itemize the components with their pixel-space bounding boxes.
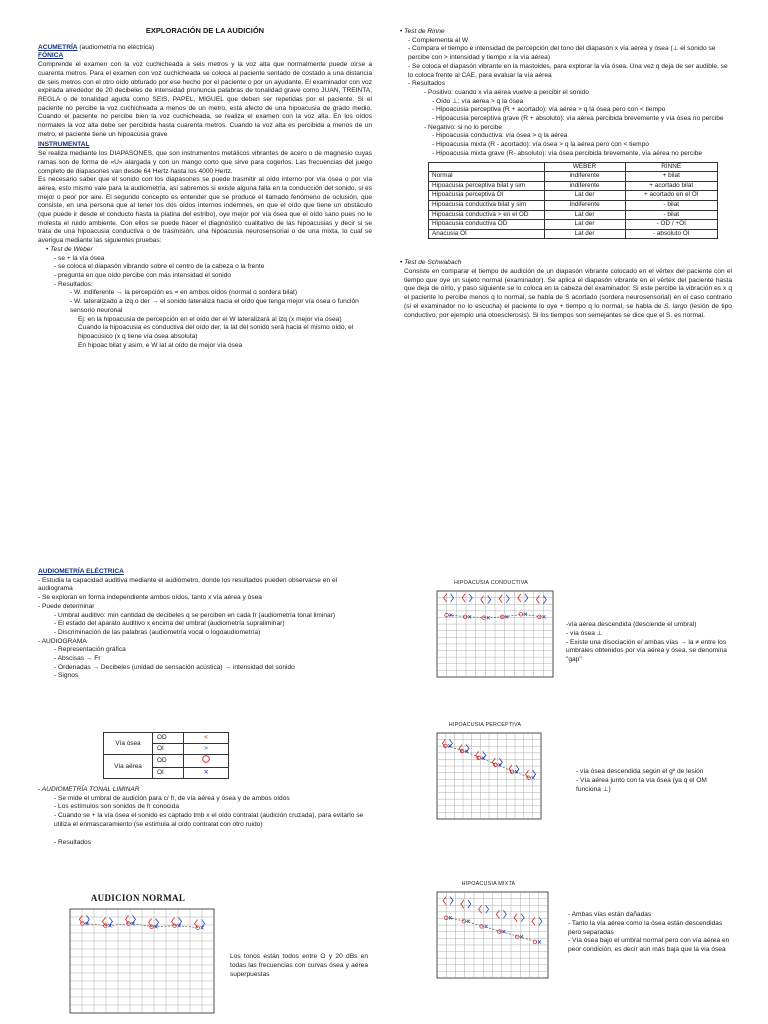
table-header	[429, 162, 545, 172]
weber-rinne-table	[428, 162, 718, 240]
list-item: - Se mide el umbral de audición para c/ fr, de vía aérea y ósea y de ambos oídos	[54, 794, 290, 802]
table-cell: + bilat	[625, 172, 718, 182]
table-cell: + acortado en el OI	[625, 191, 718, 201]
audiogram-perceptiva	[425, 723, 545, 829]
list-item: - Puede determinar	[38, 602, 95, 610]
list-item: - W. indiferente → la percepción es = en ambos oídos (normal o sordera bilat)	[70, 289, 298, 297]
table-cell: Hipoacusia perceptiva OI	[429, 191, 545, 201]
list-item: - AUDIOGRAMA	[38, 637, 87, 645]
signs-via-aerea: Vía aérea	[104, 755, 153, 779]
table-cell: Lat der	[544, 191, 625, 201]
table-row	[429, 210, 718, 220]
list-item: - Abscisas → Fr	[54, 655, 101, 663]
list-item: - Resultados	[408, 80, 446, 88]
list-item: - Cuando se + la vía ósea el sonido es captado tmb x el oído contralat (audición cruzada), para evitarlo se utiliza el enmascaramiento (se estimula al oído contralat con otro ruido)	[54, 812, 364, 828]
list-item: - Hipoacusia mixta grave (R- absoluto): vía ósea percibida brevemente, vía aérea no percibe	[432, 149, 703, 157]
list-item: - Resultados:	[54, 280, 93, 288]
weber-label: Test de Weber	[50, 245, 93, 253]
audiogram-mixta	[425, 882, 552, 988]
table-header: WEBER	[544, 162, 625, 172]
table-cell: Hipoacusia conductiva bilat y sim	[429, 200, 545, 210]
schwabach-label-line: • Test de Schwabach	[400, 259, 462, 267]
list-item: - se + la vía ósea	[54, 254, 105, 262]
signs-table	[103, 732, 229, 779]
aud-elec-list	[38, 577, 372, 681]
audiogram-mixta-title: HIPOACUSIA MIXTA	[461, 881, 516, 887]
list-item: - W. lateralizado a izq o der → el sonido lateraliza hacia el oído que tenga mejor vía ósea o función sensorio neuronal	[70, 298, 359, 314]
list-item: - Estudia la capacidad auditiva mediante el audiómetro, donde los resultados pueden observarse en el audiograma	[38, 576, 338, 593]
acumetria-heading-line	[38, 44, 372, 53]
table-row	[429, 191, 718, 201]
list-item: - Positivo: cuando x vía aérea vuelve a percibir el sonido	[424, 88, 589, 96]
right-column	[400, 28, 732, 320]
aud-elec-heading: AUDIOMETRÍA ELÉCTRICA	[38, 568, 124, 575]
list-item: - Negativo: si no lo percibe	[424, 123, 503, 131]
audiogram-normal	[58, 893, 218, 1023]
tonal-liminar-section	[38, 786, 372, 847]
conductiva-note: -vía aérea descendida (desciende el umbral) - vía ósea ⊥ - Existe una disociación e/ ambas vías → la ≠ entre los umbrales obtenidos por vía aérea y ósea, se denomina "gap"	[566, 621, 727, 664]
table-row	[429, 220, 718, 230]
audiogram-conductiva-title: HIPOACUSIA CONDUCTIVA	[454, 580, 528, 586]
list-item: - Signos	[54, 672, 79, 680]
list-item: - se coloca el diapasón vibrando sobre el centro de la cabeza o la frente	[54, 263, 265, 271]
list-item: - Se coloca el diapasón vibrante en la mastoides, para explorar la vía ósea. Una vez q deja de ser audible, se lo coloca frente al CAE, para evaluar la vía aérea	[408, 62, 728, 79]
mixta-note: - Ambas vías están dañadas - Tanto la vía aérea como la ósea están descendidas pero separadas - Vía ósea bajo el umbral normal pero con vía aérea en peor condición, es decir aún más baja que la vía ósea	[568, 911, 730, 954]
list-item: - Umbral auditivo: mín cantidad de decibeles q se perciben en cada fr (audiometría tonal liminar)	[54, 611, 336, 619]
audiogram-perceptiva-title: HIPOACUSIA PERCEPTIVA	[448, 722, 522, 728]
signs-oi: OI	[153, 744, 184, 755]
list-item: - Compara el tiempo e intensidad de percepción del tono del diapasón x vía aérea y ósea (⊥ el sonido se percibe con > intensidad y tiempo x la vía aérea)	[408, 45, 716, 62]
table-cell: Normal	[429, 172, 545, 182]
rinne-results-list	[400, 89, 732, 159]
acumetria-heading: ACUMETRÍA	[38, 43, 78, 51]
signs-od: OD	[153, 733, 184, 744]
list-item: Ej: en la hipoacusia de percepción en el oído der el W lateralizará al izq (x mejor vía ósea)	[78, 315, 342, 323]
schwabach-paragraph: Consiste en comparar el tiempo de audición de un diapasón vibrante colocado en el vértex del paciente con el tiempo que oye un sujeto normal (examinador). Se aplica el diapasón vibrante en el vértex del paciente hasta que deja de oírlo, y paso siguiente se lo coloca en la cabeza del examinador. Si este percibe la vibración es x q el paciente lo percibe menos q lo normal, se habla de S acortado (sordera neurosensorial) en el caso contrario (si el examinador no lo escucha) el paciente lo oye + tiempo q lo normal, se habla de S. largo (lesión de tipo conductivo, por ejemplo una otoesclerosis). Si los tiempos son semejantes se dice que el S. es normal.	[404, 268, 732, 319]
bracket-left-red-icon: <	[184, 733, 229, 744]
tonal-heading: - AUDIOMETRÍA TONAL LIMINAR	[38, 786, 140, 793]
acumetria-subtitle: (audiometría no eléctrica)	[77, 43, 155, 51]
normal-note: Los tonos están todos entre O y 20 dBs en todas las frecuencias con curvas ósea y aérea superpuestas	[230, 953, 368, 978]
cross-blue-icon: ✕	[184, 768, 229, 779]
rinne-label-item: • Test de Rinne	[400, 28, 445, 35]
list-item: En hipoac bilat y asim, e W lat al oído de mejor vía ósea	[78, 341, 243, 349]
list-item: - Hipoacusia perceptiva grave (R + absoluto): vía aérea percibida brevemente y vía ósea no percibe	[432, 115, 724, 123]
table-cell: indiferente	[544, 172, 625, 182]
list-item: - pregunta en que oído percibe con más intensidad el sonido	[54, 271, 232, 279]
table-cell: Indiferente	[544, 200, 625, 210]
table-cell: indiferente	[544, 181, 625, 191]
table-header-row	[429, 162, 718, 172]
table-cell: - bilat	[625, 210, 718, 220]
audiogram-normal-title: AUDICION NORMAL	[90, 893, 186, 903]
list-item: - Resultados	[54, 838, 92, 846]
page-title: EXPLORACIÓN DE LA AUDICIÓN	[145, 26, 265, 35]
rinne-list	[400, 28, 732, 89]
table-row	[429, 229, 718, 239]
audiometria-electrica-section	[38, 568, 372, 681]
list-item: - Hipoacusia conductiva: vía ósea > q la aérea	[432, 132, 568, 140]
table-row	[429, 200, 718, 210]
list-item: - Hipoacusia mixta (R - acortado): vía ósea > q la aérea pero con < tiempo	[432, 141, 649, 149]
weber-label-item: • Test de Weber	[46, 245, 93, 253]
circle-red-icon	[184, 755, 229, 768]
list-item: - Representación gráfica	[54, 646, 126, 654]
list-item: Cuando la hipoacusia es conductiva del oído der, la lat del sonido será hacia el mismo oído, el hipoacúsico (x q tiene vía ósea absoluta)	[78, 324, 354, 340]
table-row	[429, 181, 718, 191]
list-item: - Complementa al W	[408, 36, 469, 44]
weber-list	[38, 246, 372, 350]
instrumental-heading: INSTRUMENTAL	[38, 141, 90, 149]
table-cell: Lat der	[544, 229, 625, 239]
audiogram-conductiva-chart	[425, 587, 557, 687]
audiogram-mixta-chart	[425, 888, 552, 988]
table-cell: Hipoacusia perceptiva bilat y sim	[429, 181, 545, 191]
signs-od: OD	[153, 755, 184, 768]
audiogram-normal-chart	[58, 905, 218, 1023]
table-cell: Lat der	[544, 220, 625, 230]
tonal-list	[38, 795, 372, 848]
table-cell: Lat der	[544, 210, 625, 220]
table-body	[429, 172, 718, 239]
perceptiva-note: - vía ósea descendida según el gº de lesión - Vía aérea junto con la vía ósea (ya q el OM funciona ⊥)	[576, 768, 707, 793]
list-item: - Oído ⊥: vía aérea > q la ósea	[432, 97, 524, 105]
signs-oi: OI	[153, 768, 184, 779]
instrumental-paragraph-2: Es necesario saber que el sonido con los diapasones se puede trasmitir al oído interno por vía ósea o por vía aérea, esto mismo vale para la audiometría, así sabremos si existe alguna falla en la conducción del sonido, si es mejor o peor por aire. El segundo concepto es entender que se produce el llamado fenómeno de oclusión, que consiste, en una persona que al tener los dos oídos internos indemnes, en que el oído que tiene un obstáculo (que puede ir desde el conducto hasta la platina del estribo), oye mejor por vía ósea que el oído sano pues no le molesta el ruido ambiente. Con ellos se puede hacer el diagnóstico cualitativo de las hipoacusias y decir si se trata de una hipoacusia conductiva o de trasmisión, una hipoacusia neurosensorial o de una mixta, lo cual se averigua mediante las siguientes pruebas:	[38, 176, 372, 245]
table-cell: - absoluto OI	[625, 229, 718, 239]
rinne-label: Test de Rinne	[404, 28, 445, 35]
list-item: - Hipoacusia perceptiva (R + acortado): vía aérea > q la ósea pero con < tiempo	[432, 106, 666, 114]
audiogram-perceptiva-chart	[425, 729, 545, 829]
signs-via-osea: Vía ósea	[104, 733, 153, 755]
table-header: RINNE	[625, 162, 718, 172]
table-cell: Hipoacusia conductiva > en el OD	[429, 210, 545, 220]
list-item: - Los estímulos son sonidos de fr conocida	[54, 803, 179, 811]
table-cell: Anacusia OI	[429, 229, 545, 239]
fonica-heading: FÓNICA	[38, 52, 64, 60]
table-cell: + acortado bilat	[625, 181, 718, 191]
table-cell: - OD / +OI	[625, 220, 718, 230]
fonica-paragraph: Comprende el examen con la voz cuchicheada a seis metros y la voz alta que normalmente puede oírse a cuarenta metros. Para el examen con voz cuchicheada se coloca al paciente sentado de costado a una distancia de seis metros con el otro oído obturado por ese hecho por el paciente o por un ayudante. El examinador con voz expirada alrededor de 20 decibeles de intensidad pronuncia palabras de tonalidad grave como JUAN, TREINTA, REGLA o de tonalidad aguda como SEIS, PAPEL, MIGUEL que deben ser repetidas por el paciente. Si el paciente no percibe la voz cuchicheada a menos de un metro, está afecto de una hipoacusia de grado medio. Cuando el paciente no percibe bien la voz cuchicheada, se realiza el examen con la voz alta. En los oídos normales la voz alta debe ser percibida hasta cuarenta metros. Cuando la voz alta es percibida a menos de un metro, el paciente tiene un hipoacusia grave	[38, 61, 372, 138]
instrumental-paragraph-1: Se realiza mediante los DIAPASONES, que son instrumentos metálicos vibrantes de acero o de magnesio cuyas ramas son de forma de «U» alargada y con un mango corto que sirve para cogerlos. Las frecuencias del juego completo de diapasones van desde 64 Hertz hasta los 4000 Hertz.	[38, 150, 372, 175]
table-cell: - bilat	[625, 200, 718, 210]
list-item: - El estado del aparato auditivo x encima del umbral (audiometría supraliminar)	[54, 620, 285, 628]
bracket-right-blue-icon: >	[184, 744, 229, 755]
schwabach-label: Test de Schwabach	[404, 259, 462, 267]
list-item: - Ordenadas → Decibeles (unidad de sensación acústica) → intensidad del sonido	[54, 663, 295, 671]
list-item: - Se exploran en forma independiente ambos oídos, tanto x vía aérea y ósea	[38, 594, 262, 602]
left-column	[38, 27, 372, 350]
table-row	[429, 172, 718, 182]
audiogram-conductiva	[425, 581, 557, 687]
table-cell: Hipoacusia conductiva OD	[429, 220, 545, 230]
list-item: - Discriminación de las palabras (audiometría vocal o logoaudiometría)	[54, 628, 261, 636]
